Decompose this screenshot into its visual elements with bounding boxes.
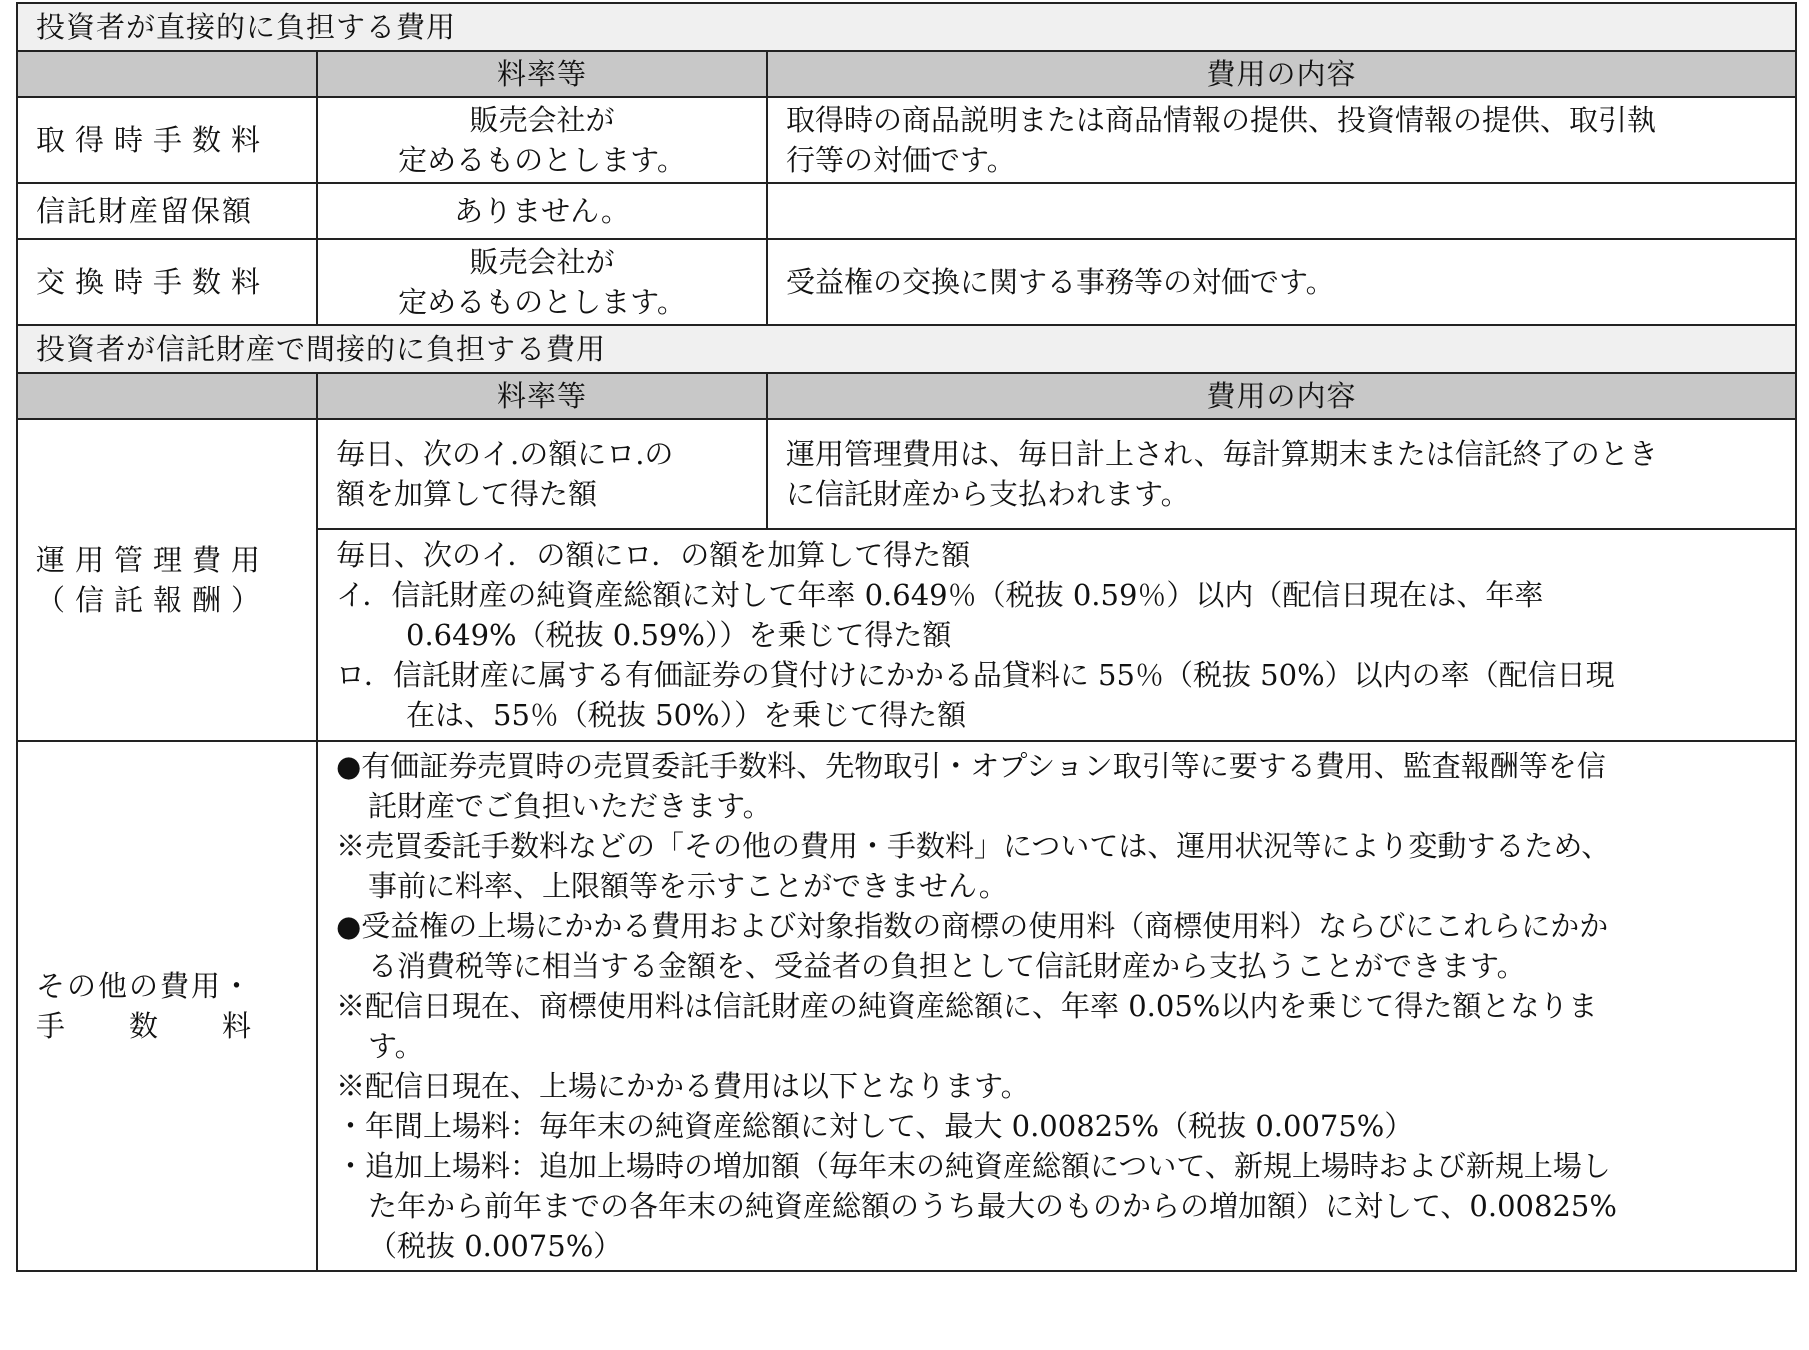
row-trust-reserve (17, 183, 1796, 239)
fee-table-document (16, 2, 1795, 1340)
row-other-fees (17, 741, 1796, 1271)
note-line: ●受益権の上場にかかる費用および対象指数の商標の使用料（商標使用料）ならびにこれらにかか (336, 909, 1609, 943)
row-desc (767, 97, 1796, 183)
mgmt-formula (317, 529, 1796, 741)
formula-line: 毎日、次のイ．の額にロ．の額を加算して得た額 (336, 538, 971, 572)
note-line: ※売買委託手数料などの「その他の費用・手数料」については、運用状況等により変動するため、 (336, 829, 1611, 863)
section-direct-header-row (17, 51, 1796, 97)
other-name-line: その他の費用・ (36, 969, 254, 1003)
other-name-line: 手 数 料 (36, 1009, 254, 1043)
rate-line: 額を加算して得た額 (336, 477, 598, 511)
header-blank (17, 373, 317, 419)
note-line: 託財産でご負担いただきます。 (368, 789, 772, 823)
row-name: 取得時手数料 (17, 97, 317, 183)
header-rate: 料率等 (317, 51, 767, 97)
header-desc: 費用の内容 (767, 51, 1796, 97)
rate-line: 販売会社が (469, 103, 615, 137)
formula-line: 0.649%（税抜 0.59%））を乗じて得た額 (406, 618, 952, 652)
row-rate: ありません。 (317, 183, 767, 239)
row-name: 信託財産留保額 (17, 183, 317, 239)
row-desc (767, 183, 1796, 239)
desc-line: 取得時の商品説明または商品情報の提供、投資情報の提供、取引執 (786, 103, 1657, 137)
section-indirect-header-row (17, 373, 1796, 419)
note-line: す。 (368, 1029, 424, 1063)
rate-line: 販売会社が (469, 245, 615, 279)
desc-line: に信託財産から支払われます。 (786, 477, 1190, 511)
formula-line: イ．信託財産の純資産総額に対して年率 0.649％（税抜 0.59％）以内（配信日現在は、年率 (336, 578, 1544, 612)
row-name: 交換時手数料 (17, 239, 317, 325)
note-line: ※配信日現在、上場にかかる費用は以下となります。 (336, 1069, 1030, 1103)
desc-line: 行等の対価です。 (786, 143, 1016, 177)
other-notes (317, 741, 1796, 1271)
row-rate (317, 239, 767, 325)
row-management-fee (17, 419, 1796, 529)
other-name (17, 741, 317, 1271)
note-line: （税抜 0.0075%） (368, 1229, 623, 1263)
mgmt-name-line: （信託報酬） (36, 583, 271, 617)
row-acquisition-fee (17, 97, 1796, 183)
row-rate (317, 97, 767, 183)
rate-line: 定めるものとします。 (398, 143, 686, 177)
row-desc: 受益権の交換に関する事務等の対価です。 (767, 239, 1796, 325)
header-rate: 料率等 (317, 373, 767, 419)
row-exchange-fee (17, 239, 1796, 325)
formula-line: 在は、55％（税抜 50%））を乗じて得た額 (406, 698, 967, 732)
rate-line: 定めるものとします。 (398, 285, 686, 319)
fee-table (16, 2, 1797, 1272)
section-indirect-title: 投資者が信託財産で間接的に負担する費用 (17, 325, 1796, 373)
note-line: ・追加上場料：追加上場時の増加額（毎年末の純資産総額について、新規上場時および新規上場し (336, 1149, 1611, 1183)
desc-line: 運用管理費用は、毎日計上され、毎計算期末または信託終了のとき (786, 437, 1658, 471)
header-blank (17, 51, 317, 97)
note-line: る消費税等に相当する金額を、受益者の負担として信託財産から支払うことができます。 (368, 949, 1526, 983)
mgmt-rate (317, 419, 767, 529)
note-line: た年から前年までの各年末の純資産総額のうち最大のものからの増加額）に対して、0.00825% (368, 1189, 1617, 1223)
mgmt-name (17, 419, 317, 741)
formula-line: ロ．信託財産に属する有価証券の貸付けにかかる品貸料に 55％（税抜 50%）以内の率（配信日現 (336, 658, 1615, 692)
note-line: ・年間上場料：毎年末の純資産総額に対して、最大 0.00825%（税抜 0.0075%） (336, 1109, 1414, 1143)
section-direct-title: 投資者が直接的に負担する費用 (17, 3, 1796, 51)
note-line: 事前に料率、上限額等を示すことができません。 (368, 869, 1008, 903)
rate-line: 毎日、次のイ.の額にロ.の (336, 437, 674, 471)
section-direct-title-row (17, 3, 1796, 51)
note-line: ●有価証券売買時の売買委託手数料、先物取引・オプション取引等に要する費用、監査報酬等を信 (336, 749, 1606, 783)
section-indirect-title-row (17, 325, 1796, 373)
header-desc: 費用の内容 (767, 373, 1796, 419)
mgmt-name-line: 運用管理費用 (36, 543, 271, 577)
mgmt-desc (767, 419, 1796, 529)
note-line: ※配信日現在、商標使用料は信託財産の純資産総額に、年率 0.05%以内を乗じて得た額となりま (336, 989, 1598, 1023)
